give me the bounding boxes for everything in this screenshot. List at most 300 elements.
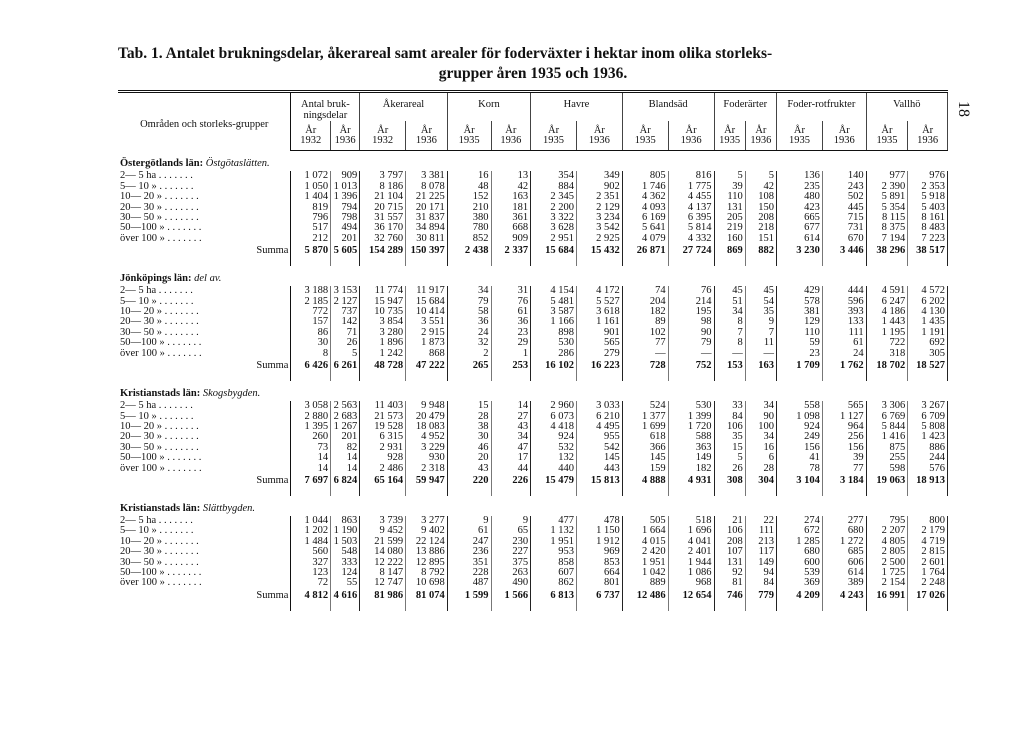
table-cell: 354 bbox=[531, 171, 577, 181]
table-cell: 286 bbox=[531, 349, 577, 359]
table-cell: 24 bbox=[822, 349, 866, 359]
table-cell: 76 bbox=[491, 297, 531, 307]
table-cell: 6 426 bbox=[291, 359, 331, 381]
table-cell: 565 bbox=[576, 338, 622, 348]
table-cell: 816 bbox=[668, 171, 714, 181]
table-cell: 393 bbox=[822, 307, 866, 317]
row-label: 50—100 » . . . . . . . bbox=[118, 338, 291, 348]
table-cell: 94 bbox=[745, 568, 776, 578]
table-cell: 7 194 bbox=[866, 234, 908, 244]
table-cell: 9 bbox=[447, 516, 491, 526]
table-cell: 607 bbox=[531, 568, 577, 578]
table-cell: 14 bbox=[331, 453, 360, 463]
table-cell: 9 bbox=[745, 317, 776, 327]
table-cell: 15 813 bbox=[576, 474, 622, 496]
table-cell: 363 bbox=[668, 443, 714, 453]
table-cell: 29 bbox=[491, 338, 531, 348]
table-cell: 2 683 bbox=[331, 412, 360, 422]
table-cell: 31 837 bbox=[406, 213, 448, 223]
table-cell: 2 880 bbox=[291, 412, 331, 422]
table-cell: 228 bbox=[447, 568, 491, 578]
table-cell: 71 bbox=[331, 328, 360, 338]
table-cell: 8 bbox=[714, 338, 745, 348]
table-cell: 853 bbox=[576, 558, 622, 568]
table-cell: 11 917 bbox=[406, 286, 448, 296]
table-cell: 4 591 bbox=[866, 286, 908, 296]
table-cell: 722 bbox=[866, 338, 908, 348]
table-cell: 1 267 bbox=[331, 422, 360, 432]
year-header: 1936 bbox=[331, 136, 360, 151]
table-cell: 3 381 bbox=[406, 171, 448, 181]
table-cell: 2 601 bbox=[908, 558, 948, 568]
table-cell: 18 527 bbox=[908, 359, 948, 381]
table-cell: 1 044 bbox=[291, 516, 331, 526]
table-cell: 43 bbox=[447, 464, 491, 474]
row-label: 2— 5 ha . . . . . . . bbox=[118, 171, 291, 181]
table-body bbox=[118, 151, 948, 611]
table-cell: 110 bbox=[777, 328, 823, 338]
table-cell: 10 698 bbox=[406, 578, 448, 588]
county-heading-row bbox=[118, 496, 948, 516]
table-cell: 81 074 bbox=[406, 589, 448, 611]
table-cell: 4 572 bbox=[908, 286, 948, 296]
table-cell: 17 bbox=[491, 453, 531, 463]
table-cell: 3 188 bbox=[291, 286, 331, 296]
table-cell: 3 267 bbox=[908, 401, 948, 411]
table-cell: 798 bbox=[331, 213, 360, 223]
table-cell: 274 bbox=[777, 516, 823, 526]
table-cell: 349 bbox=[576, 171, 622, 181]
table-cell: 61 bbox=[822, 338, 866, 348]
table-cell: 39 bbox=[714, 182, 745, 192]
table-cell: 6 315 bbox=[360, 432, 406, 442]
table-cell: 6 247 bbox=[866, 297, 908, 307]
table-cell: 244 bbox=[908, 453, 948, 463]
table-cell: 76 bbox=[668, 286, 714, 296]
table-cell: 15 bbox=[714, 443, 745, 453]
table-cell: 4 093 bbox=[622, 203, 668, 213]
table-cell: 5 918 bbox=[908, 192, 948, 202]
table-cell: 34 bbox=[714, 307, 745, 317]
table-cell: 1 396 bbox=[331, 192, 360, 202]
table-cell: 746 bbox=[714, 589, 745, 611]
table-cell: 7 bbox=[714, 328, 745, 338]
table-cell: 34 bbox=[745, 401, 776, 411]
row-label: 30— 50 » . . . . . . . bbox=[118, 443, 291, 453]
table-cell: 5 844 bbox=[866, 422, 908, 432]
table-cell: 133 bbox=[822, 317, 866, 327]
table-cell: 5 354 bbox=[866, 203, 908, 213]
table-cell: 3 234 bbox=[576, 213, 622, 223]
table-cell: 65 bbox=[491, 526, 531, 536]
table-cell: 930 bbox=[406, 453, 448, 463]
table-cell: 3 797 bbox=[360, 171, 406, 181]
table-cell: 478 bbox=[576, 516, 622, 526]
table-cell: 243 bbox=[822, 182, 866, 192]
table-cell: 539 bbox=[777, 568, 823, 578]
table-cell: 3 153 bbox=[331, 286, 360, 296]
year-header: 1935 bbox=[531, 136, 577, 151]
table-cell: 752 bbox=[668, 359, 714, 381]
table-cell: 6 261 bbox=[331, 359, 360, 381]
table-cell: 3 618 bbox=[576, 307, 622, 317]
group-header-hay: Vallhö bbox=[866, 92, 947, 122]
table-cell: 12 486 bbox=[622, 589, 668, 611]
table-cell: 955 bbox=[576, 432, 622, 442]
table-cell: 862 bbox=[531, 578, 577, 588]
table-cell: 869 bbox=[714, 244, 745, 266]
table-cell: 6 737 bbox=[576, 589, 622, 611]
table-cell: 351 bbox=[447, 558, 491, 568]
table-cell: 5 bbox=[331, 349, 360, 359]
table-cell: 84 bbox=[714, 412, 745, 422]
row-label: 20— 30 » . . . . . . . bbox=[118, 203, 291, 213]
table-cell: 205 bbox=[714, 213, 745, 223]
table-cell: 440 bbox=[531, 464, 577, 474]
table-cell: 11 774 bbox=[360, 286, 406, 296]
table-cell: 150 397 bbox=[406, 244, 448, 266]
table-cell: 26 bbox=[331, 338, 360, 348]
table-cell: 27 724 bbox=[668, 244, 714, 266]
table-cell: 247 bbox=[447, 537, 491, 547]
table-cell: 19 528 bbox=[360, 422, 406, 432]
table-cell: 1 272 bbox=[822, 537, 866, 547]
table-cell: 182 bbox=[668, 464, 714, 474]
year-header: 1936 bbox=[491, 136, 531, 151]
table-row bbox=[118, 526, 948, 536]
table-cell: 361 bbox=[491, 213, 531, 223]
table-cell: 2 353 bbox=[908, 182, 948, 192]
year-header: 1935 bbox=[866, 136, 908, 151]
table-cell: 38 296 bbox=[866, 244, 908, 266]
county-heading bbox=[118, 151, 948, 172]
table-cell: 45 bbox=[745, 286, 776, 296]
table-cell: 108 bbox=[745, 192, 776, 202]
table-cell: 380 bbox=[447, 213, 491, 223]
table-cell: 117 bbox=[745, 547, 776, 557]
table-cell: 34 bbox=[745, 432, 776, 442]
group-header-mixed-grain: Blandsäd bbox=[622, 92, 714, 122]
year-label: År bbox=[908, 121, 948, 136]
table-cell: 145 bbox=[576, 453, 622, 463]
table-cell: 3 058 bbox=[291, 401, 331, 411]
table-cell: 255 bbox=[866, 453, 908, 463]
table-cell: 12 654 bbox=[668, 589, 714, 611]
table-cell: 5 403 bbox=[908, 203, 948, 213]
table-cell: 1 762 bbox=[822, 359, 866, 381]
year-label: År bbox=[491, 121, 531, 136]
table-cell: 16 bbox=[447, 171, 491, 181]
table-cell: 13 bbox=[491, 171, 531, 181]
table-cell: 902 bbox=[576, 182, 622, 192]
table-cell: 163 bbox=[745, 359, 776, 381]
table-cell: 728 bbox=[622, 359, 668, 381]
table-cell: 796 bbox=[291, 213, 331, 223]
table-cell: 1 696 bbox=[668, 526, 714, 536]
table-cell: 381 bbox=[777, 307, 823, 317]
table-cell: 852 bbox=[447, 234, 491, 244]
table-row bbox=[118, 443, 948, 453]
table-row bbox=[118, 558, 948, 568]
table-cell: 36 bbox=[491, 317, 531, 327]
table-cell: 618 bbox=[622, 432, 668, 442]
table-cell: 443 bbox=[576, 464, 622, 474]
table-cell: 19 063 bbox=[866, 474, 908, 496]
table-cell: 3 277 bbox=[406, 516, 448, 526]
county-heading-row bbox=[118, 266, 948, 286]
table-cell: 542 bbox=[576, 443, 622, 453]
table-cell: 2 200 bbox=[531, 203, 577, 213]
table-cell: 12 222 bbox=[360, 558, 406, 568]
table-cell: 55 bbox=[331, 578, 360, 588]
table-cell: 13 886 bbox=[406, 547, 448, 557]
table-cell: 780 bbox=[447, 223, 491, 233]
table-cell: 2 179 bbox=[908, 526, 948, 536]
year-header: 1936 bbox=[668, 136, 714, 151]
table-cell: 36 170 bbox=[360, 223, 406, 233]
year-header: 1936 bbox=[908, 136, 948, 151]
table-cell: 505 bbox=[622, 516, 668, 526]
statistics-table bbox=[118, 90, 948, 611]
table-cell: 160 bbox=[714, 234, 745, 244]
table-cell: 3 033 bbox=[576, 401, 622, 411]
county-heading-row bbox=[118, 151, 948, 172]
table-cell: 4 041 bbox=[668, 537, 714, 547]
table-cell: 333 bbox=[331, 558, 360, 568]
table-row bbox=[118, 338, 948, 348]
table-cell: 490 bbox=[491, 578, 531, 588]
table-cell: 480 bbox=[777, 192, 823, 202]
county-heading bbox=[118, 266, 948, 286]
table-cell: 4 243 bbox=[822, 589, 866, 611]
table-cell: 4 137 bbox=[668, 203, 714, 213]
table-cell: 304 bbox=[745, 474, 776, 496]
table-cell: 1 423 bbox=[908, 432, 948, 442]
table-cell: 82 bbox=[331, 443, 360, 453]
table-cell: 59 bbox=[777, 338, 823, 348]
table-cell: 1 896 bbox=[360, 338, 406, 348]
table-cell: 1 190 bbox=[331, 526, 360, 536]
year-label: År bbox=[531, 121, 577, 136]
table-cell: 7 223 bbox=[908, 234, 948, 244]
table-cell: 4 805 bbox=[866, 537, 908, 547]
row-label: 30— 50 » . . . . . . . bbox=[118, 328, 291, 338]
table-cell: 772 bbox=[291, 307, 331, 317]
table-cell: 8 375 bbox=[866, 223, 908, 233]
table-row bbox=[118, 317, 948, 327]
table-cell: 204 bbox=[622, 297, 668, 307]
table-cell: 72 bbox=[291, 578, 331, 588]
table-cell: 61 bbox=[491, 307, 531, 317]
table-cell: 805 bbox=[622, 171, 668, 181]
table-row bbox=[118, 307, 948, 317]
table-cell: 14 080 bbox=[360, 547, 406, 557]
table-cell: 1 873 bbox=[406, 338, 448, 348]
table-cell: 1 664 bbox=[622, 526, 668, 536]
table-row bbox=[118, 171, 948, 181]
table-cell: 26 bbox=[714, 464, 745, 474]
table-cell: 218 bbox=[745, 223, 776, 233]
row-label: 10— 20 » . . . . . . . bbox=[118, 537, 291, 547]
table-cell: 277 bbox=[822, 516, 866, 526]
table-row bbox=[118, 578, 948, 588]
table-cell: 680 bbox=[822, 526, 866, 536]
table-cell: 8 147 bbox=[360, 568, 406, 578]
county-heading bbox=[118, 381, 948, 401]
row-label: 50—100 » . . . . . . . bbox=[118, 568, 291, 578]
table-cell: 2 337 bbox=[491, 244, 531, 266]
table-cell: 1 042 bbox=[622, 568, 668, 578]
table-cell: 1 699 bbox=[622, 422, 668, 432]
table-cell: 909 bbox=[491, 234, 531, 244]
table-cell: 3 322 bbox=[531, 213, 577, 223]
table-cell: 15 bbox=[447, 401, 491, 411]
group-header-barley: Korn bbox=[447, 92, 530, 122]
table-cell: 149 bbox=[745, 558, 776, 568]
table-cell: 10 735 bbox=[360, 307, 406, 317]
table-cell: 477 bbox=[531, 516, 577, 526]
table-cell: 157 bbox=[291, 317, 331, 327]
county-heading-row bbox=[118, 381, 948, 401]
table-cell: 3 446 bbox=[822, 244, 866, 266]
table-cell: 142 bbox=[331, 317, 360, 327]
year-header: 1936 bbox=[745, 136, 776, 151]
table-cell: 3 280 bbox=[360, 328, 406, 338]
title-line-1: Tab. 1. Antalet brukningsdelar, åkerareal samt arealer för foderväxter i hektar inom olika storleks- bbox=[118, 45, 773, 62]
table-cell: 21 104 bbox=[360, 192, 406, 202]
table-cell: 44 bbox=[491, 464, 531, 474]
table-row bbox=[118, 182, 948, 192]
table-cell: 81 986 bbox=[360, 589, 406, 611]
table-cell: 28 bbox=[745, 464, 776, 474]
table-cell: 502 bbox=[822, 192, 866, 202]
table-cell: 110 bbox=[714, 192, 745, 202]
table-cell: 11 403 bbox=[360, 401, 406, 411]
table-cell: 2 248 bbox=[908, 578, 948, 588]
table-cell: 305 bbox=[908, 349, 948, 359]
table-row bbox=[118, 328, 948, 338]
county-name: Östergötlands län: bbox=[120, 158, 206, 170]
table-cell: 1 166 bbox=[531, 317, 577, 327]
table-cell: 1 951 bbox=[531, 537, 577, 547]
subregion-name: Östgötaslätten. bbox=[205, 158, 270, 170]
table-cell: 149 bbox=[668, 453, 714, 463]
table-cell: 47 222 bbox=[406, 359, 448, 381]
table-cell: 4 719 bbox=[908, 537, 948, 547]
table-cell: 28 bbox=[447, 412, 491, 422]
table-cell: 65 164 bbox=[360, 474, 406, 496]
table-cell: 6 073 bbox=[531, 412, 577, 422]
table-cell: 2 960 bbox=[531, 401, 577, 411]
table-cell: 4 015 bbox=[622, 537, 668, 547]
table-cell: 35 bbox=[714, 432, 745, 442]
table-cell: 692 bbox=[908, 338, 948, 348]
table-cell: 131 bbox=[714, 203, 745, 213]
table-cell: 12 895 bbox=[406, 558, 448, 568]
year-label: År bbox=[622, 121, 668, 136]
table-cell: 34 bbox=[491, 432, 531, 442]
table-cell: 5 814 bbox=[668, 223, 714, 233]
table-cell: 111 bbox=[822, 328, 866, 338]
table-cell: 5 bbox=[714, 171, 745, 181]
table-cell: 308 bbox=[714, 474, 745, 496]
table-cell: 89 bbox=[622, 317, 668, 327]
table-cell: 901 bbox=[576, 328, 622, 338]
table-cell: 779 bbox=[745, 589, 776, 611]
table-cell: 884 bbox=[531, 182, 577, 192]
table-cell: 3 739 bbox=[360, 516, 406, 526]
table-cell: 195 bbox=[668, 307, 714, 317]
table-cell: 181 bbox=[491, 203, 531, 213]
table-cell: 715 bbox=[822, 213, 866, 223]
row-label: över 100 » . . . . . . . bbox=[118, 464, 291, 474]
table-cell: 1 912 bbox=[576, 537, 622, 547]
table-cell: 4 495 bbox=[576, 422, 622, 432]
table-row bbox=[118, 401, 948, 411]
table-cell: 1 191 bbox=[908, 328, 948, 338]
table-cell: 969 bbox=[576, 547, 622, 557]
table-cell: 214 bbox=[668, 297, 714, 307]
table-cell: 606 bbox=[822, 558, 866, 568]
table-cell: 6 395 bbox=[668, 213, 714, 223]
table-cell: 208 bbox=[745, 213, 776, 223]
table-cell: 664 bbox=[576, 568, 622, 578]
table-cell: 578 bbox=[777, 297, 823, 307]
sum-row bbox=[118, 589, 948, 611]
table-cell: 2 815 bbox=[908, 547, 948, 557]
table-cell: 21 573 bbox=[360, 412, 406, 422]
county-heading bbox=[118, 496, 948, 516]
group-header-oats: Havre bbox=[531, 92, 623, 122]
year-label: År bbox=[360, 121, 406, 136]
table-cell: 23 bbox=[491, 328, 531, 338]
table-cell: 976 bbox=[908, 171, 948, 181]
table-cell: 1 395 bbox=[291, 422, 331, 432]
table-cell: 201 bbox=[331, 234, 360, 244]
table-row bbox=[118, 286, 948, 296]
table-cell: 858 bbox=[531, 558, 577, 568]
table-cell: 369 bbox=[777, 578, 823, 588]
table-cell: 4 362 bbox=[622, 192, 668, 202]
table-cell: 445 bbox=[822, 203, 866, 213]
year-header: 1932 bbox=[360, 136, 406, 151]
table-cell: 1 435 bbox=[908, 317, 948, 327]
table-cell: 230 bbox=[491, 537, 531, 547]
table-cell: 42 bbox=[745, 182, 776, 192]
table-cell: 136 bbox=[777, 171, 823, 181]
table-cell: 256 bbox=[822, 432, 866, 442]
table-cell: 6 769 bbox=[866, 412, 908, 422]
table-cell: 1 416 bbox=[866, 432, 908, 442]
table-cell: 61 bbox=[447, 526, 491, 536]
table-row bbox=[118, 297, 948, 307]
table-cell: 4 931 bbox=[668, 474, 714, 496]
table-cell: 8 186 bbox=[360, 182, 406, 192]
table-cell: 1 566 bbox=[491, 589, 531, 611]
table-cell: 1 599 bbox=[447, 589, 491, 611]
table-cell: 2 bbox=[447, 349, 491, 359]
table-cell: 46 bbox=[447, 443, 491, 453]
table-cell: 9 452 bbox=[360, 526, 406, 536]
table-row bbox=[118, 192, 948, 202]
table-cell: 8 bbox=[291, 349, 331, 359]
table-header bbox=[118, 92, 948, 151]
table-cell: 924 bbox=[777, 422, 823, 432]
table-cell: 156 bbox=[822, 443, 866, 453]
table-cell: 4 186 bbox=[866, 307, 908, 317]
table-cell: 2 486 bbox=[360, 464, 406, 474]
table-cell: 3 184 bbox=[822, 474, 866, 496]
